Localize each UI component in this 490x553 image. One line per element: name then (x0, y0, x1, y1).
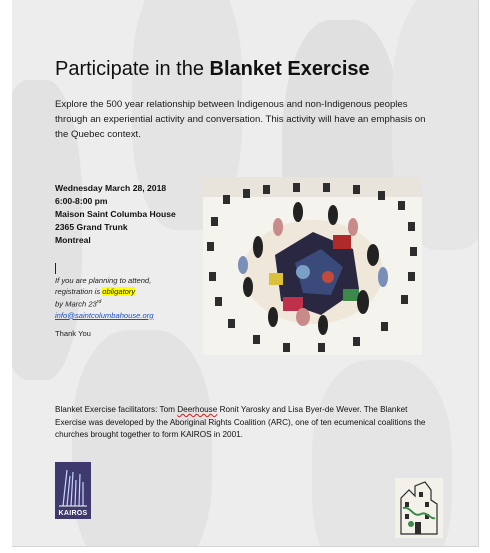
facilitators-paragraph: Blanket Exercise facilitators: Tom Deerhouse Ronit Yarosky and Lisa Byer-de Wever. The Blanket Exercise was developed by the Aboriginal Rights Coalition (ARC), one of ten ecumenical coalitions the churches brought together to form KAIROS in 2001. (55, 405, 426, 439)
rsvp-line-2: registration is obligatory (55, 287, 136, 296)
event-venue: Maison Saint Columba House (55, 209, 176, 219)
rsvp-line-1: If you are planning to attend, (55, 276, 152, 285)
email-link[interactable]: info@saintcolumbahouse.org (55, 310, 154, 320)
event-date: Wednesday March 28, 2018 (55, 183, 167, 193)
kairos-logo (55, 462, 91, 519)
event-time: 6:00-8:00 pm (55, 196, 108, 206)
spellcheck-flagged-name: Deerhouse (177, 405, 218, 414)
rsvp-note (55, 275, 205, 321)
saint-columba-house-logo (395, 478, 443, 538)
obligatory-highlight: obligatory (102, 287, 136, 296)
text-cursor (55, 263, 56, 274)
event-city: Montreal (55, 235, 91, 245)
event-details (55, 182, 205, 247)
blanket-exercise-photo (203, 177, 422, 355)
thank-you-text: Thank You (55, 329, 91, 338)
event-street: 2365 Grand Trunk (55, 222, 128, 232)
rsvp-line-3: by March 23rd (55, 299, 102, 309)
kairos-logo-text: KAIROS (58, 510, 88, 517)
poster-title: Participate in the Blanket Exercise (55, 58, 370, 80)
poster-title-emphasis: Blanket Exercise (209, 58, 370, 80)
intro-paragraph: Explore the 500 year relationship between Indigenous and non-Indigenous peoples through an experiential activity and conversation. This activity will have an emphasis on the Quebec context. (55, 99, 426, 140)
poster-page (12, 0, 479, 547)
